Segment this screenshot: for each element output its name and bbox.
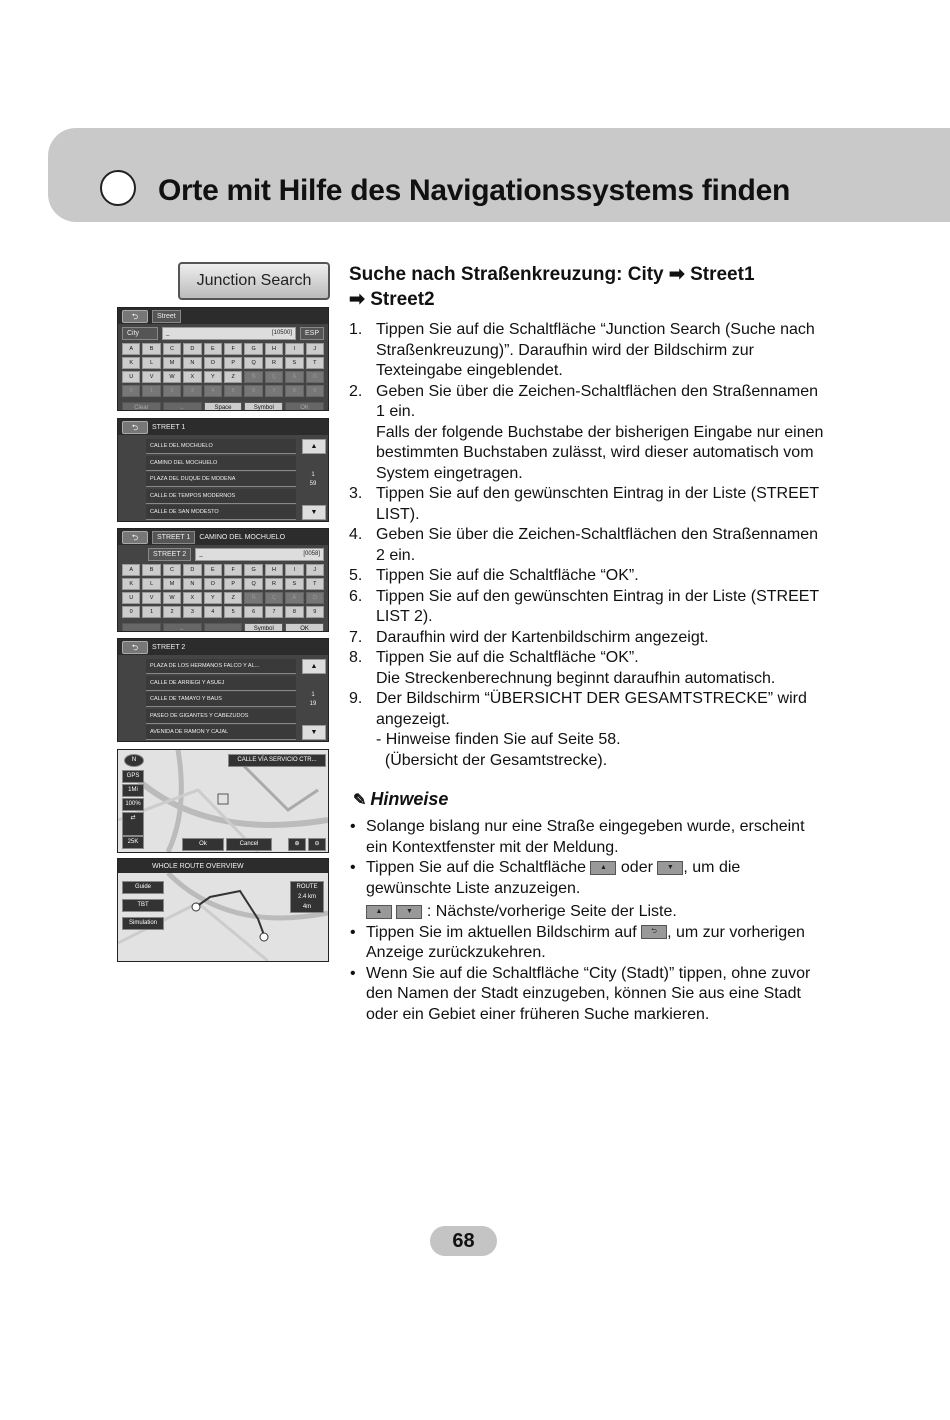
key-button[interactable]: K — [122, 578, 140, 590]
junction-search-button[interactable]: Junction Search — [178, 262, 330, 300]
key-button[interactable]: S — [285, 578, 303, 590]
page-number: 68 — [430, 1226, 497, 1256]
key-button[interactable]: A — [122, 564, 140, 576]
key-button[interactable]: D — [183, 343, 201, 355]
hint-text: Tippen Sie auf die Schaltfläche — [366, 859, 586, 876]
key-button[interactable]: O — [204, 357, 222, 369]
input-count: [10500] — [271, 329, 292, 336]
street-list-2-screen — [117, 638, 329, 742]
backspace-button[interactable]: ← — [163, 402, 202, 411]
key-button[interactable]: Y — [204, 371, 222, 383]
ok-button[interactable]: Ok — [182, 838, 224, 851]
step-number: 1. — [349, 321, 363, 338]
key-button[interactable]: Ö — [306, 592, 324, 604]
input-value: _ — [199, 550, 203, 557]
hint-subitem — [349, 902, 829, 923]
step-text: Tippen Sie auf die Schaltfläche “OK”. — [376, 567, 639, 584]
key-button[interactable]: I — [285, 564, 303, 576]
key-button[interactable]: 7 — [265, 606, 283, 618]
list-item[interactable]: PASEO DE GIGANTES Y CABEZUDOS — [146, 709, 296, 724]
keyboard — [118, 340, 328, 400]
key-button[interactable]: 8 — [285, 606, 303, 618]
hint-text: Tippen Sie im aktuellen Bildschirm auf — [366, 923, 637, 941]
list-title: STREET 1 — [152, 423, 186, 431]
key-button[interactable]: Ñ — [244, 592, 262, 604]
key-button[interactable]: 9 — [306, 385, 324, 397]
step-text: Geben Sie über die Zeichen-Schaltflächen den Straßennamen 1 ein. — [376, 382, 819, 420]
key-button[interactable]: 9 — [306, 606, 324, 618]
list-item[interactable]: PLAZA DEL DUQUE DE MODENA — [146, 472, 296, 487]
key-button[interactable]: W — [163, 371, 181, 383]
key-button[interactable]: Ä — [285, 592, 303, 604]
key-button[interactable]: E — [204, 343, 222, 355]
key-button[interactable]: V — [142, 592, 160, 604]
key-button[interactable]: O — [204, 578, 222, 590]
step-number: 7. — [349, 628, 363, 646]
keyboard — [118, 561, 328, 621]
key-button[interactable]: 6 — [244, 385, 262, 397]
step-text: Tippen Sie auf die Schaltfläche “OK”. — [376, 649, 639, 666]
key-button[interactable]: D — [183, 564, 201, 576]
key-button[interactable]: L — [142, 578, 160, 590]
hint-text: : Nächste/vorherige Seite der Liste. — [426, 903, 677, 920]
key-button[interactable]: Z — [224, 592, 242, 604]
back-icon[interactable]: ⮌ — [122, 310, 148, 323]
scroll-down-icon[interactable]: ▼ — [302, 725, 326, 740]
street-list-1-screen — [117, 418, 329, 522]
step-note: - Hinweise finden Sie auf Seite 58. — [376, 731, 621, 748]
step-note: (Übersicht der Gesamtstrecke). — [376, 751, 608, 769]
back-icon: ⮌ — [641, 925, 667, 939]
pin-icon: ✎ — [353, 792, 367, 809]
space-button[interactable] — [204, 623, 243, 632]
key-button[interactable]: V — [142, 371, 160, 383]
steps-list — [349, 320, 829, 771]
ok-button[interactable]: OK — [285, 623, 324, 632]
key-button[interactable]: T — [306, 578, 324, 590]
street-name-label: CALLE VÍA SERVICIO CTR... — [228, 754, 326, 767]
key-button[interactable]: J — [306, 343, 324, 355]
key-button[interactable]: P — [224, 357, 242, 369]
street-label: Street — [152, 310, 181, 323]
screenshots-column — [117, 262, 329, 926]
scroll-up-icon[interactable]: ▲ — [302, 439, 326, 454]
hint-item — [349, 858, 829, 899]
backspace-button[interactable]: ← — [163, 623, 202, 632]
key-button[interactable]: C — [163, 343, 181, 355]
key-button[interactable]: B — [142, 564, 160, 576]
tbt-button[interactable]: TBT — [122, 899, 164, 912]
page-header — [48, 128, 950, 222]
step-note: Falls der folgende Buchstabe der bisherigen Eingabe nur einen bestimmten Buchstaben zulässt, wird dieser automatisch vom System eingetragen. — [376, 423, 824, 482]
clear-button[interactable] — [122, 623, 161, 632]
cancel-button[interactable]: Cancel — [226, 838, 272, 851]
north-icon[interactable]: N — [124, 754, 144, 767]
list-item[interactable]: PLAZA DE LOS HERMANOS FALCO Y AL... — [146, 659, 296, 674]
key-button[interactable]: F — [224, 564, 242, 576]
zoom-in-icon[interactable]: ⊕ — [288, 838, 306, 851]
key-button[interactable]: 7 — [265, 385, 283, 397]
key-button[interactable]: 4 — [204, 385, 222, 397]
key-button[interactable]: G — [244, 564, 262, 576]
step-number: 9. — [349, 690, 363, 707]
key-button[interactable]: C — [163, 564, 181, 576]
page-total: 59 — [309, 481, 317, 487]
key-button[interactable]: 1 — [142, 606, 160, 618]
key-button[interactable]: 0 — [122, 606, 140, 618]
step-item — [349, 382, 829, 485]
scroll-down-icon[interactable]: ▼ — [302, 505, 326, 520]
step-item — [349, 320, 829, 382]
hint-text: , um die gewünschte Liste anzuzeigen. — [366, 859, 741, 897]
key-button[interactable]: Ñ — [244, 371, 262, 383]
route-label: ROUTE — [296, 884, 318, 890]
step-text: Tippen Sie auf den gewünschten Eintrag in der Liste (STREET LIST). — [376, 485, 819, 523]
scale-label: 1Mi — [122, 784, 144, 797]
gps-button[interactable]: GPS — [122, 770, 144, 783]
key-button[interactable]: 5 — [224, 385, 242, 397]
back-icon[interactable]: ⮌ — [122, 421, 148, 434]
scroll-up-icon[interactable]: ▲ — [302, 659, 326, 674]
key-button[interactable]: R — [265, 578, 283, 590]
step-item — [349, 566, 829, 587]
key-button[interactable]: 2 — [163, 385, 181, 397]
symbol-button[interactable]: Symbol — [244, 402, 283, 411]
step-number: 8. — [349, 649, 363, 666]
space-button[interactable]: Space — [204, 402, 243, 411]
input-count: [0058] — [303, 550, 320, 557]
key-button[interactable]: I — [285, 343, 303, 355]
key-button[interactable]: L — [142, 357, 160, 369]
input-value: _ — [166, 329, 170, 336]
route-icon[interactable]: ⇄ — [122, 812, 144, 836]
header-circle-icon — [100, 170, 136, 206]
key-button[interactable]: G — [244, 343, 262, 355]
step-number: 6. — [349, 587, 363, 605]
key-button[interactable]: 0 — [122, 385, 140, 397]
key-button[interactable]: 2 — [163, 606, 181, 618]
page-current: 1 — [311, 692, 315, 698]
list-item[interactable]: CALLE DE TAMAYO Y BAUS — [146, 692, 296, 707]
step-text: Der Bildschirm “ÜBERSICHT DER GESAMTSTRECKE” wird angezeigt. — [376, 690, 807, 728]
key-button[interactable]: P — [224, 578, 242, 590]
up-arrow-icon: ▲ — [366, 905, 392, 919]
clear-button[interactable]: Clear — [122, 402, 161, 411]
step-number: 4. — [349, 526, 363, 543]
ok-button[interactable]: OK — [285, 402, 324, 411]
hint-item: • Solange bislang nur eine Straße eingegeben wurde, erscheint ein Kontextfenster mit der Meldung. — [349, 817, 829, 858]
down-arrow-icon: ▼ — [657, 861, 683, 875]
key-button[interactable]: X — [183, 592, 201, 604]
key-button[interactable]: K — [122, 357, 140, 369]
heading-line-1: Suche nach Straßenkreuzung: City ➡ Street1 — [349, 264, 755, 285]
map-screen — [117, 749, 329, 853]
guide-button[interactable]: Guide — [122, 881, 164, 894]
section-heading — [349, 262, 829, 312]
hint-text: , um zur vorherigen Anzeige zurückzukehren. — [366, 923, 805, 961]
key-button[interactable]: H — [265, 564, 283, 576]
hints-title: Hinweise — [370, 789, 449, 809]
hints-heading — [349, 787, 829, 813]
route-info — [290, 881, 324, 913]
page-current: 1 — [311, 472, 315, 478]
key-button[interactable]: H — [265, 343, 283, 355]
step-item — [349, 628, 829, 649]
step-number: 2. — [349, 382, 363, 400]
key-button[interactable]: 1 — [142, 385, 160, 397]
step-item — [349, 525, 829, 566]
step-text: Daraufhin wird der Kartenbildschirm angezeigt. — [376, 628, 709, 646]
list-item[interactable]: CALLE DE ARRIEGI Y ASUEJ — [146, 676, 296, 691]
step-text: Tippen Sie auf den gewünschten Eintrag in der Liste (STREET LIST 2). — [376, 587, 819, 625]
city-button[interactable]: City — [122, 327, 158, 340]
street-keyboard-screen — [117, 307, 329, 411]
key-button[interactable]: 3 — [183, 385, 201, 397]
key-button[interactable]: W — [163, 592, 181, 604]
list-item[interactable]: CAMINO DEL MOCHUELO — [146, 456, 296, 471]
instructions-column — [349, 262, 829, 1025]
list-item[interactable]: CALLE DE TEMPOS MODERNOS — [146, 489, 296, 504]
key-button[interactable]: B — [142, 343, 160, 355]
hint-item — [349, 923, 829, 964]
step-item — [349, 648, 829, 689]
key-button[interactable]: E — [204, 564, 222, 576]
key-button[interactable]: 4 — [204, 606, 222, 618]
simulation-button[interactable]: Simulation — [122, 917, 164, 930]
back-icon[interactable]: ⮌ — [122, 641, 148, 654]
list-item[interactable]: AVENIDA DE RAMON Y CAJAL — [146, 725, 296, 740]
hints-list — [349, 817, 829, 1025]
step-number: 3. — [349, 485, 363, 502]
street1-label: STREET 1 — [152, 531, 195, 544]
step-number: 5. — [349, 567, 363, 584]
key-button[interactable]: R — [265, 357, 283, 369]
key-button[interactable]: Ç — [265, 592, 283, 604]
down-arrow-icon: ▼ — [396, 905, 422, 919]
key-button[interactable]: 5 — [224, 606, 242, 618]
esp-button[interactable]: ESP — [300, 327, 324, 340]
zoom-percent: 100% — [122, 798, 144, 811]
page-title: Orte mit Hilfe des Navigationssystems finden — [158, 174, 790, 207]
street2-label: STREET 2 — [148, 548, 191, 561]
key-button[interactable]: Q — [244, 578, 262, 590]
zoom-out-icon[interactable]: ⊖ — [308, 838, 326, 851]
step-item — [349, 484, 829, 525]
route-distance: 2.4 km — [297, 894, 316, 900]
key-button[interactable]: N — [183, 357, 201, 369]
key-button[interactable]: Ö — [306, 371, 324, 383]
key-button[interactable]: S — [285, 357, 303, 369]
step-note: Die Streckenberechnung beginnt daraufhin automatisch. — [376, 669, 776, 687]
key-button[interactable]: A — [122, 343, 140, 355]
key-button[interactable]: 3 — [183, 606, 201, 618]
street-input[interactable] — [162, 327, 296, 340]
route-time: 4m — [302, 904, 312, 910]
key-button[interactable]: 8 — [285, 385, 303, 397]
key-button[interactable]: Q — [244, 357, 262, 369]
key-button[interactable]: Ç — [265, 371, 283, 383]
street2-keyboard-screen — [117, 528, 329, 632]
key-button[interactable]: Ä — [285, 371, 303, 383]
key-button[interactable]: M — [163, 357, 181, 369]
key-button[interactable]: M — [163, 578, 181, 590]
step-item — [349, 689, 829, 771]
step-text: Geben Sie über die Zeichen-Schaltflächen den Straßennamen 2 ein. — [376, 526, 819, 564]
hint-text: oder — [620, 859, 653, 876]
step-item — [349, 587, 829, 628]
street1-value: CAMINO DEL MOCHUELO — [199, 533, 286, 541]
key-button[interactable]: F — [224, 343, 242, 355]
key-button[interactable]: N — [183, 578, 201, 590]
key-button[interactable]: X — [183, 371, 201, 383]
step-text: Tippen Sie auf die Schaltfläche “Junction Search (Suche nach Straßenkreuzung)”. Daraufhin wird der Bildschirm zur Texteingabe eingeblendet. — [376, 321, 815, 379]
hint-item: • Wenn Sie auf die Schaltfläche “City (Stadt)” tippen, ohne zuvor den Namen der Stadt einzugeben, können Sie aus eine Stadt oder ein Gebiet einer früheren Suche markieren. — [349, 964, 829, 1026]
key-button[interactable]: U — [122, 592, 140, 604]
route-overview-screen — [117, 858, 329, 962]
key-button[interactable]: 6 — [244, 606, 262, 618]
up-arrow-icon: ▲ — [590, 861, 616, 875]
symbol-button[interactable]: Symbol — [244, 623, 283, 632]
distance-label: 25K — [122, 836, 144, 849]
key-button[interactable]: T — [306, 357, 324, 369]
key-button[interactable]: U — [122, 371, 140, 383]
key-button[interactable]: Y — [204, 592, 222, 604]
key-button[interactable]: Z — [224, 371, 242, 383]
key-button[interactable]: J — [306, 564, 324, 576]
list-item[interactable]: CALLE DE SAN MODESTO — [146, 505, 296, 520]
list-title: STREET 2 — [152, 643, 186, 651]
page-total: 19 — [309, 701, 317, 707]
heading-line-2: ➡ Street2 — [349, 289, 435, 310]
overview-title: WHOLE ROUTE OVERVIEW — [152, 862, 244, 870]
back-icon[interactable]: ⮌ — [122, 531, 148, 544]
street2-input[interactable] — [195, 548, 324, 561]
list-item[interactable]: CALLE DEL MOCHUELO — [146, 439, 296, 454]
